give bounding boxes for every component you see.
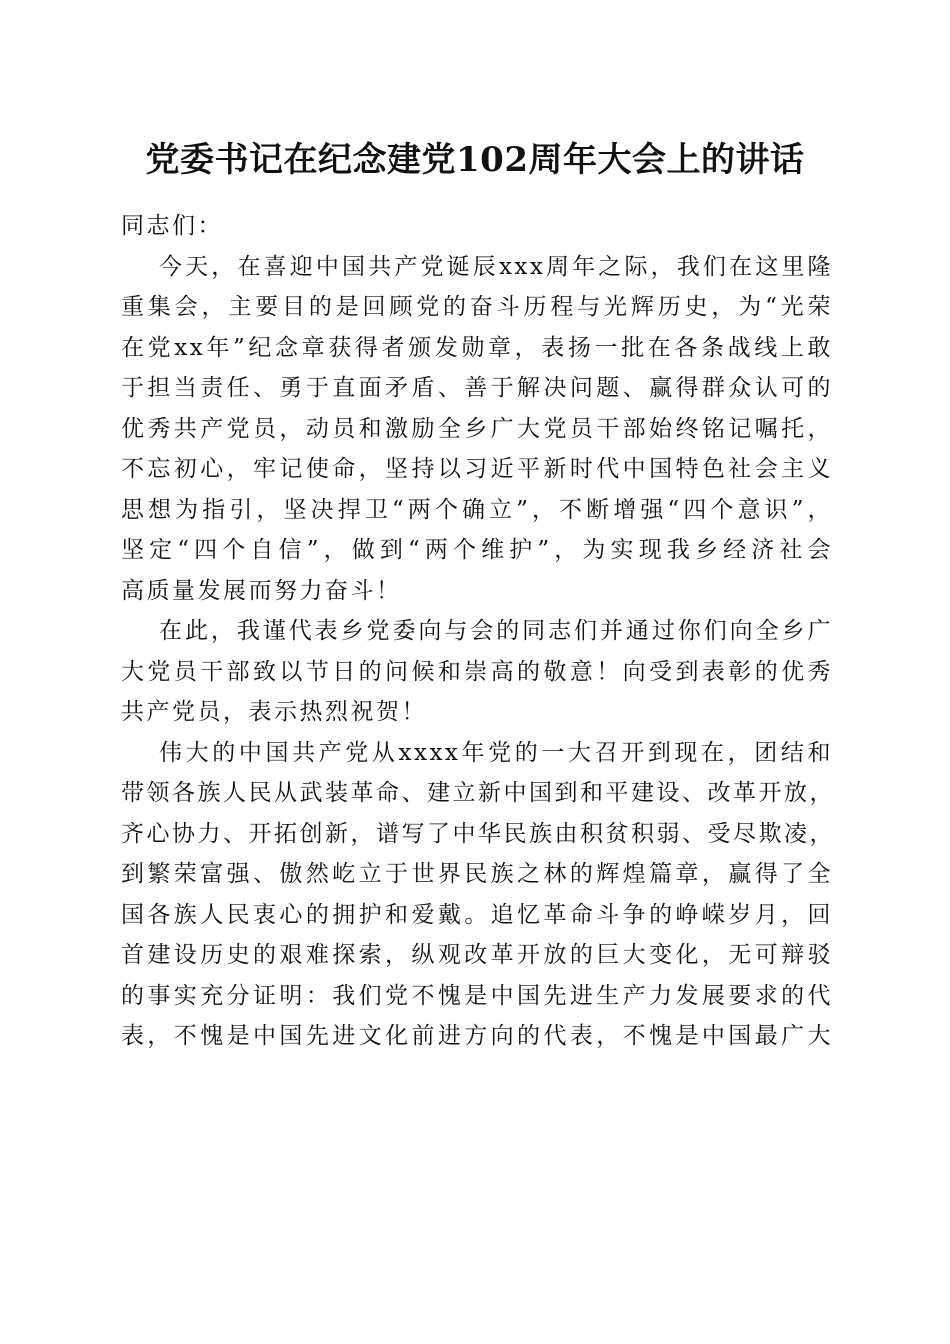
paragraph-line: 表，不愧是中国先进文化前进方向的代表，不愧是中国最广大 — [121, 1023, 833, 1049]
paragraph-line: 不忘初心，牢记使命，坚持以习近平新时代中国特色社会主义 — [121, 456, 833, 482]
paragraph-line: 带领各族人民从武装革命、建立新中国到和平建设、改革开放， — [121, 780, 835, 806]
paragraph-line: 伟大的中国共产党从xxxx年党的一大召开到现在，团结和 — [159, 739, 833, 766]
paragraph-line: 大党员干部致以节日的问候和崇高的敬意！向受到表彰的优秀 — [121, 658, 833, 685]
body-paragraph — [121, 733, 833, 1057]
document-title: 党委书记在纪念建党102周年大会上的讲话 — [145, 140, 805, 180]
paragraph-line: 到繁荣富强、傲然屹立于世界民族之林的辉煌篇章，赢得了全 — [121, 861, 833, 887]
paragraph-line: 国各族人民衷心的拥护和爱戴。追忆革命斗争的峥嵘岁月，回 — [121, 901, 833, 928]
paragraph-line: 今天，在喜迎中国共产党诞辰xxx周年之际，我们在这里隆 — [159, 253, 833, 280]
paragraph-line: 首建设历史的艰难探索，纵观改革开放的巨大变化，无可辩驳 — [121, 942, 833, 968]
paragraph-line: 于担当责任、勇于直面矛盾、善于解决问题、赢得群众认可的 — [121, 375, 833, 401]
paragraph-line: 优秀共产党员，动员和激励全乡广大党员干部始终铭记嘱托， — [121, 415, 833, 442]
paragraph-line: 高质量发展而努力奋斗！ — [121, 577, 402, 604]
paragraph-line: 齐心协力、开拓创新，谱写了中华民族由积贫积弱、受尽欺凌， — [121, 820, 835, 847]
paragraph-line: 思想为指引，坚决捍卫“两个确立”，不断增强“四个意识”， — [121, 496, 833, 523]
body-paragraph — [121, 247, 833, 612]
paragraph-line: 在此，我谨代表乡党委向与会的同志们并通过你们向全乡广 — [159, 618, 833, 644]
paragraph-line: 共产党员，表示热烈祝贺！ — [121, 699, 427, 725]
document-body — [121, 206, 833, 1057]
paragraph-line: 的事实充分证明：我们党不愧是中国先进生产力发展要求的代 — [121, 982, 833, 1009]
paragraph-line: 在党xx年”纪念章获得者颁发勋章，表扬一批在各条战线上敢 — [121, 334, 833, 361]
paragraph-line: 重集会，主要目的是回顾党的奋斗历程与光辉历史，为“光荣 — [121, 294, 833, 320]
salutation: 同志们： — [121, 213, 223, 239]
paragraph-line: 坚定“四个自信”，做到“两个维护”，为实现我乡经济社会 — [121, 537, 833, 563]
body-paragraph — [121, 611, 833, 733]
paragraph-list — [121, 247, 833, 1057]
